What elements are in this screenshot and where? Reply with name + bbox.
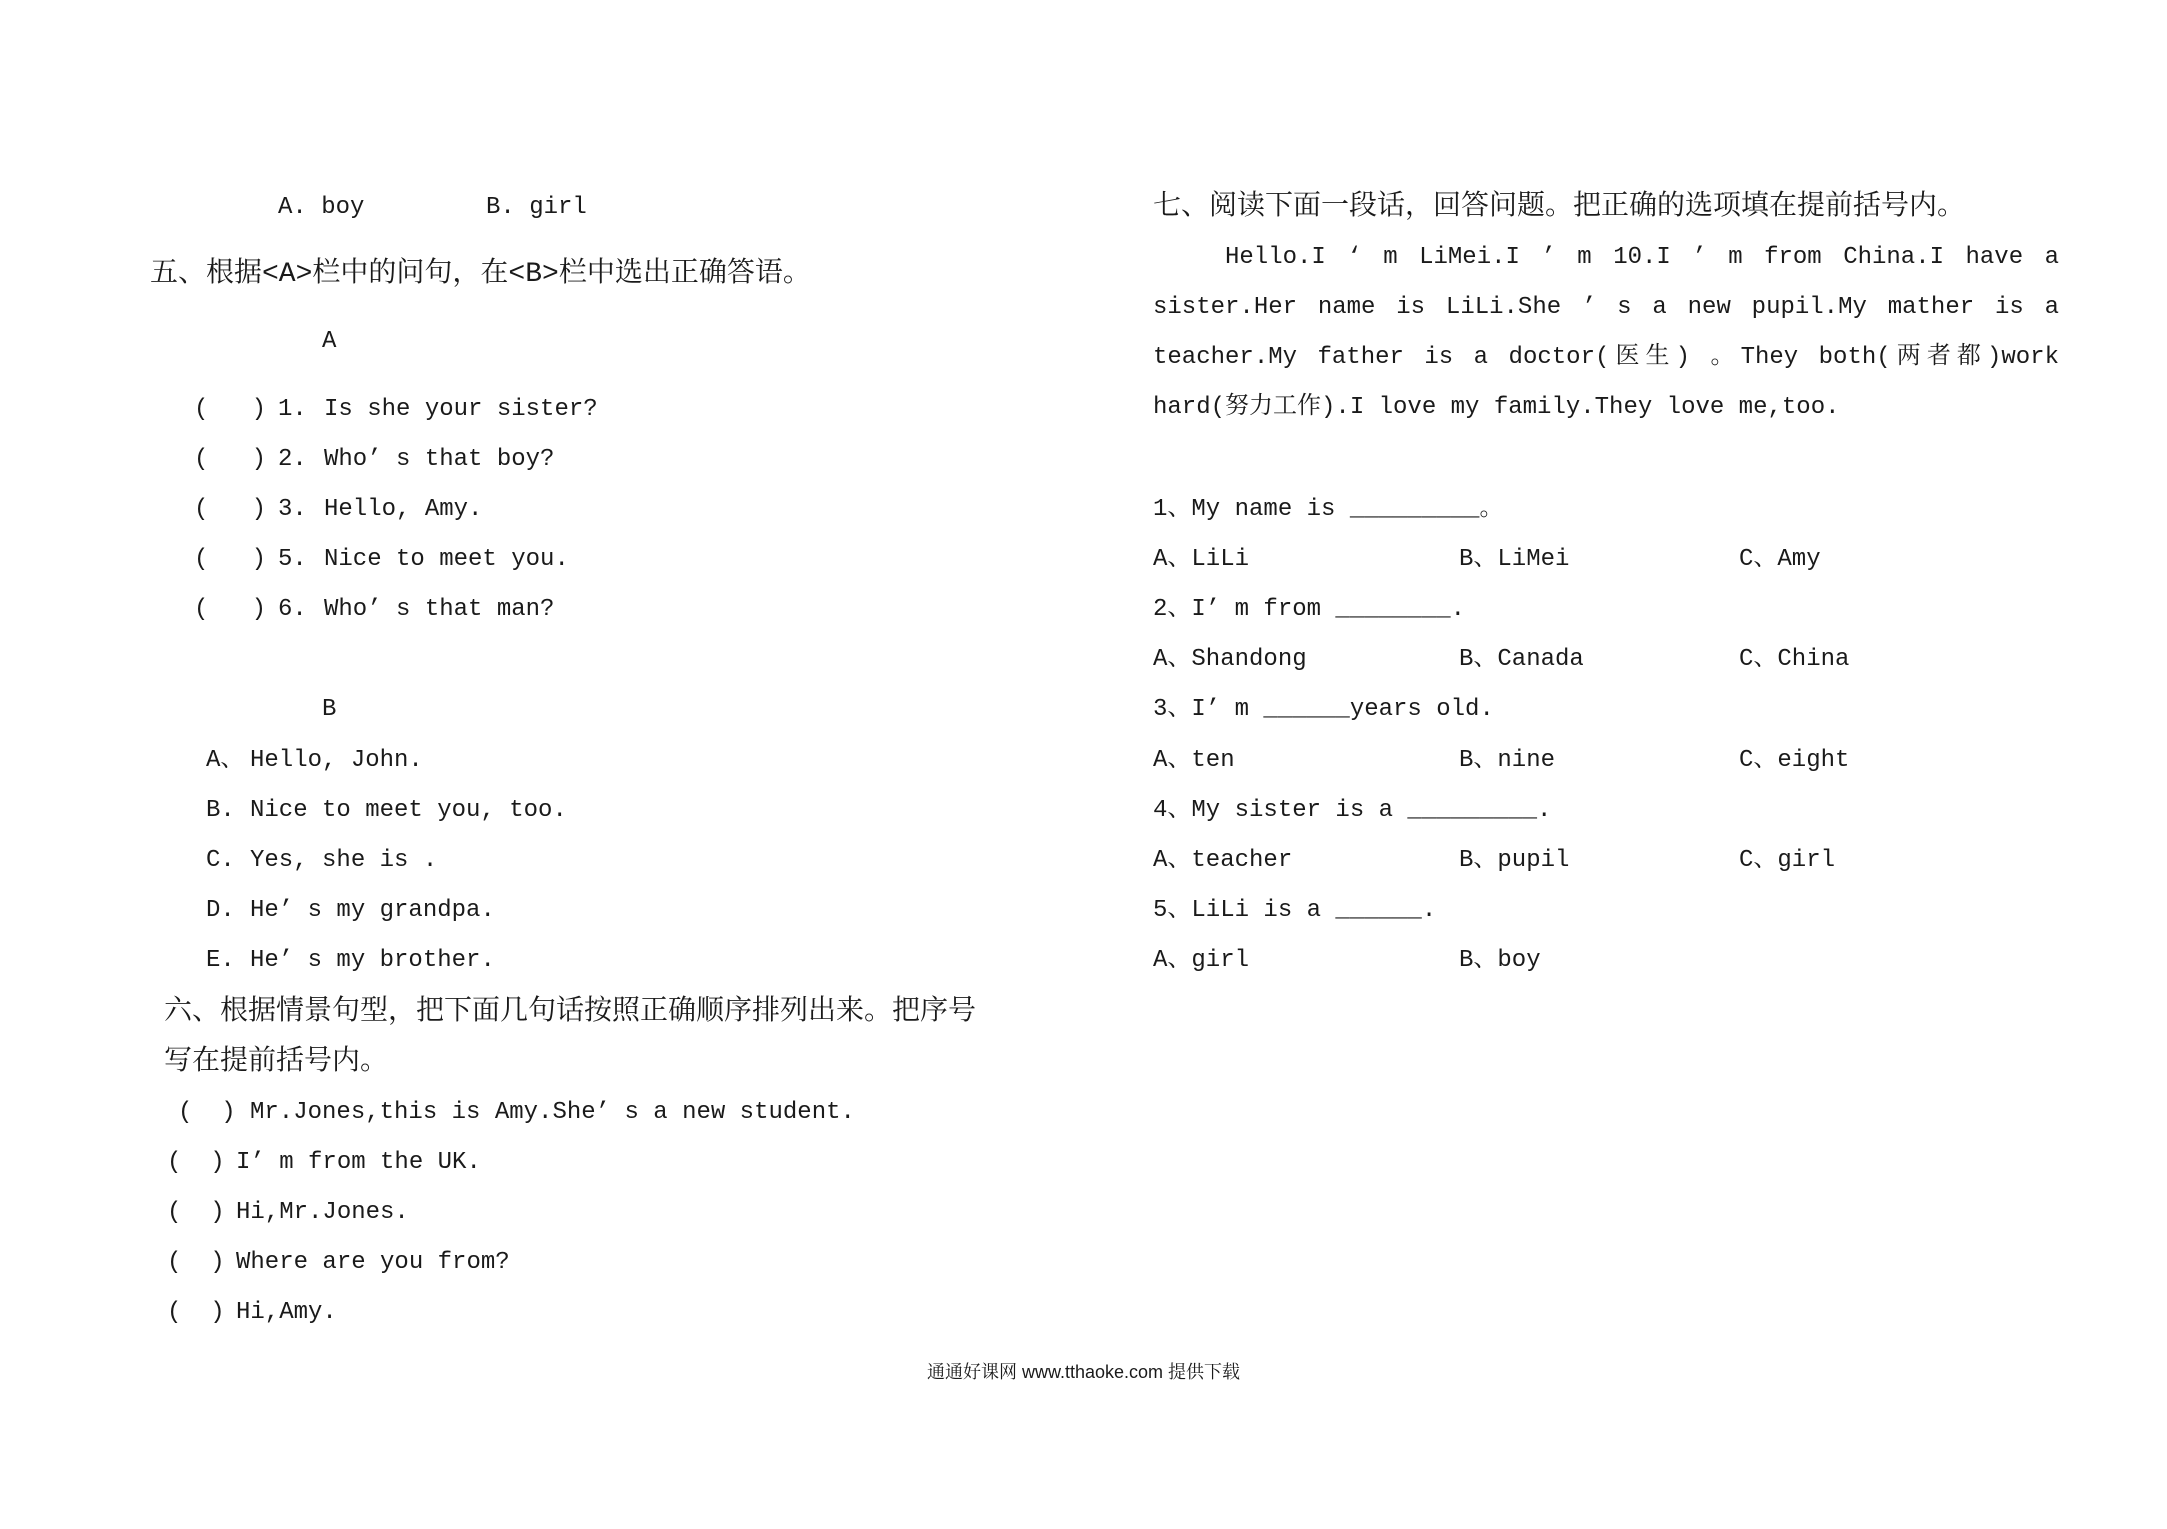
section-7-heading: 七、阅读下面一段话，回答问题。把正确的选项填在提前括号内。 (1153, 192, 1966, 223)
answer-blank: ( ) (194, 446, 267, 473)
question-row (194, 540, 569, 580)
ordering-row (167, 1193, 409, 1233)
option-c: C、girl (1739, 847, 1836, 874)
response-text: He’ s my grandpa. (250, 897, 495, 924)
option-a: A、teacher (1153, 847, 1293, 874)
answer-blank: ( ) (167, 1249, 225, 1276)
passage-line: sister.Her name is LiLi.She ’ s a new pupil.My mather is a (1153, 294, 2059, 321)
passage-line: teacher.My father is a doctor(医生) 。They both(两者都)work (1153, 344, 2059, 371)
answer-blank: ( ) (194, 596, 267, 623)
question-number: 1. (278, 396, 307, 423)
answer-blank: ( ) (194, 496, 267, 523)
response-row (206, 891, 495, 931)
reading-question-1: 1、My name is _________。 (1153, 496, 1504, 523)
response-label: C. (206, 847, 235, 874)
carryover-option-b: B. girl (486, 194, 587, 221)
question-number: 2. (278, 446, 307, 473)
option-b: B、nine (1459, 747, 1556, 774)
reading-question-5: 5、LiLi is a ______. (1153, 897, 1437, 924)
response-row (206, 941, 495, 981)
option-a: A、ten (1153, 747, 1235, 774)
carryover-option-a: A. boy (278, 194, 365, 221)
option-c: C、eight (1739, 747, 1850, 774)
answer-blank: ( ) (178, 1099, 236, 1126)
option-a: A、Shandong (1153, 646, 1307, 673)
ordering-sentence: I’ m from the UK. (236, 1149, 481, 1176)
response-text: He’ s my brother. (250, 947, 495, 974)
section-6-heading-line-1: 六、根据情景句型，把下面几句话按照正确顺序排列出来。把序号 (164, 997, 977, 1028)
question-row (194, 390, 598, 430)
question-text: Who’ s that man? (324, 596, 555, 623)
ordering-sentence: Hi,Mr.Jones. (236, 1199, 409, 1226)
question-text: Hello, Amy. (324, 496, 483, 523)
question-row (194, 490, 482, 530)
response-text: Yes, she is . (250, 847, 438, 874)
ordering-sentence: Mr.Jones,this is Amy.She’ s a new student. (250, 1099, 855, 1126)
reading-question-3: 3、I’ m ______years old. (1153, 696, 1494, 723)
response-label: E. (206, 947, 235, 974)
option-a: A、LiLi (1153, 546, 1250, 573)
response-row (206, 791, 567, 831)
answer-blank: ( ) (167, 1149, 225, 1176)
answer-blank: ( ) (167, 1199, 225, 1226)
response-row (206, 841, 437, 881)
question-number: 3. (278, 496, 307, 523)
question-row (194, 440, 554, 480)
option-b: B、LiMei (1459, 546, 1570, 573)
answer-blank: ( ) (167, 1299, 225, 1326)
option-b: B、Canada (1459, 646, 1584, 673)
option-c: C、China (1739, 646, 1850, 673)
question-number: 6. (278, 596, 307, 623)
answer-blank: ( ) (194, 396, 267, 423)
option-b: B、pupil (1459, 847, 1570, 874)
ordering-row (178, 1093, 855, 1133)
response-label: B. (206, 797, 235, 824)
section-6-heading-line-2: 写在提前括号内。 (164, 1047, 389, 1078)
response-row (206, 741, 423, 781)
question-number: 5. (278, 546, 307, 573)
response-label: D. (206, 897, 235, 924)
ordering-row (167, 1143, 481, 1183)
answer-blank: ( ) (194, 546, 267, 573)
question-text: Is she your sister? (324, 396, 598, 423)
passage-line: Hello.I ‘ m LiMei.I ’ m 10.I ’ m from China.I have a (1225, 244, 2059, 271)
section-5-heading: 五、根据<A>栏中的问句，在<B>栏中选出正确答语。 (150, 259, 811, 290)
question-row (194, 590, 554, 630)
reading-question-4: 4、My sister is a _________. (1153, 797, 1552, 824)
ordering-row (167, 1243, 510, 1283)
option-a: A、girl (1153, 947, 1250, 974)
response-text: Hello, John. (250, 747, 423, 774)
option-b: B、boy (1459, 947, 1541, 974)
response-text: Nice to meet you, too. (250, 797, 567, 824)
column-b-label: B (322, 696, 337, 723)
column-a-label: A (322, 328, 337, 355)
response-label: A、 (206, 747, 245, 774)
reading-question-2: 2、I’ m from ________. (1153, 596, 1466, 623)
ordering-sentence: Where are you from? (236, 1249, 510, 1276)
option-c: C、Amy (1739, 546, 1821, 573)
question-text: Who’ s that boy? (324, 446, 555, 473)
question-text: Nice to meet you. (324, 546, 569, 573)
page-footer: 通通好课网 www.tthaoke.com 提供下载 (926, 1362, 1241, 1382)
ordering-row (167, 1293, 337, 1333)
passage-line: hard(努力工作).I love my family.They love me,too. (1153, 394, 1840, 421)
ordering-sentence: Hi,Amy. (236, 1299, 337, 1326)
